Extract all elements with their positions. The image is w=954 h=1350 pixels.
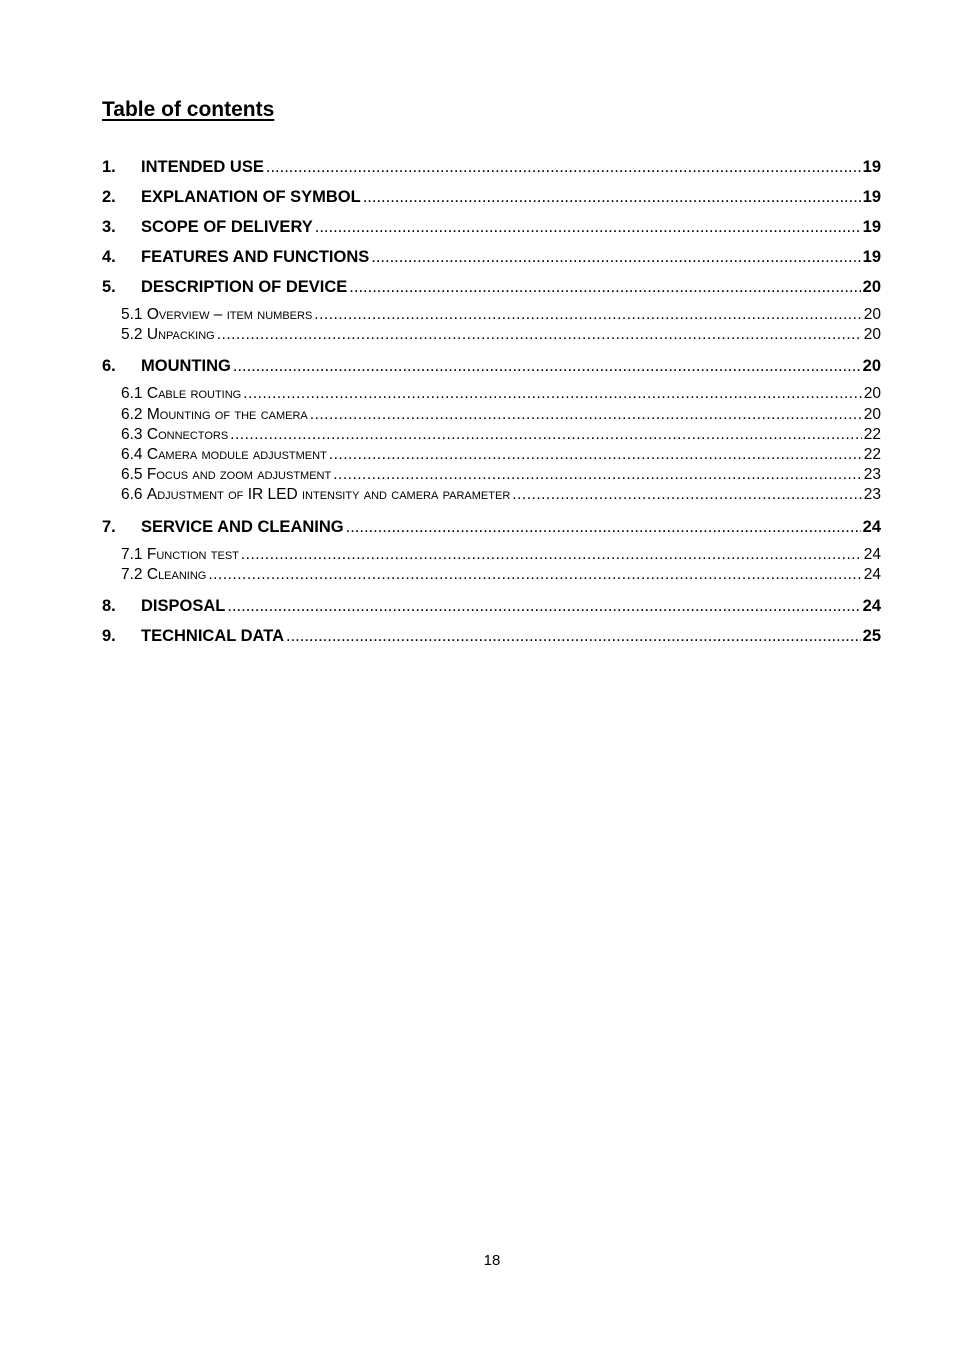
toc-entry-page: 22 [863,445,881,463]
toc-entry-page: 20 [862,278,881,296]
dot-leader [349,274,860,300]
toc-entry-number: 1. [102,158,116,176]
toc-entry-number: 9. [102,626,116,645]
dot-leader [329,445,862,465]
dot-leader [333,465,862,485]
toc-entry-page: 20 [863,306,881,323]
toc-entry-label: INTENDED USE [141,158,264,176]
toc-entry-page: 19 [862,188,881,206]
toc-entry-7[interactable] [102,514,881,544]
toc-entry-6[interactable] [102,353,881,383]
toc-entry-6-3[interactable] [102,425,881,445]
dot-leader [512,485,861,505]
dot-leader [346,514,861,540]
toc-entry-6-2[interactable] [102,405,881,425]
dot-leader [315,214,861,240]
toc-entry-number: 2. [102,188,116,206]
page-number: 18 [483,1252,501,1269]
dot-leader [208,565,861,585]
toc-entry-number: 5. [102,278,116,296]
toc-entry-5-2[interactable] [102,325,881,345]
toc-entry-number: 3. [102,218,116,236]
toc-entry-label: EXPLANATION OF SYMBOL [141,188,361,206]
toc-entry-7-2[interactable] [102,565,881,585]
toc-entry-3[interactable] [102,214,881,244]
page-title: Table of contents [102,98,275,121]
toc-entry-1[interactable] [102,154,881,184]
toc-entry-2[interactable] [102,184,881,214]
toc-entry-number: 6.1 [121,385,143,403]
toc-entry-5-1[interactable] [102,305,881,325]
toc-entry-number: 6.5 [121,466,143,484]
toc-entry-number: 4. [102,248,116,266]
dot-leader [371,244,860,270]
toc-entry-label: Cable routing [146,385,242,403]
toc-entry-page: 24 [863,565,881,583]
toc-entry-number: 7.1 [121,545,143,563]
toc-entry-6-5[interactable] [102,465,881,485]
toc-entry-number: 7. [102,517,116,536]
toc-entry-label: Connectors [146,425,229,443]
dot-leader [230,425,862,445]
toc-entry-label: Mounting of the camera [146,405,308,423]
toc-entry-label: DISPOSAL [141,596,226,615]
toc-entry-page: 24 [863,545,881,563]
toc-entry-label: Focus and zoom adjustment [146,466,332,484]
toc-entry-label: TECHNICAL DATA [141,626,284,645]
toc-entry-6-4[interactable] [102,445,881,465]
toc-entry-8[interactable] [102,593,881,623]
toc-entry-5[interactable] [102,274,881,304]
toc-entry-number: 6.2 [121,405,143,423]
toc-entry-number: 5.1 [121,306,143,323]
toc-entry-label: Camera module adjustment [146,445,327,463]
dot-leader [314,305,861,325]
toc-entry-page: 22 [863,425,881,443]
toc-entry-6-1[interactable] [102,384,881,404]
dot-leader [241,545,862,565]
toc-entry-7-1[interactable] [102,545,881,565]
toc-entry-page: 20 [862,357,881,376]
dot-leader [217,325,862,345]
dot-leader [227,593,860,619]
toc-entry-4[interactable] [102,244,881,274]
toc-entry-page: 20 [863,405,881,423]
toc-entry-page: 23 [863,486,881,504]
dot-leader [363,184,861,210]
toc-entry-number: 5.2 [121,326,143,344]
toc-entry-label: SERVICE AND CLEANING [141,517,344,536]
dot-leader [243,384,862,404]
toc-entry-label: MOUNTING [141,357,231,376]
toc-entry-label: Cleaning [146,565,207,583]
toc-entry-number: 6. [102,357,116,376]
toc-entry-page: 23 [863,466,881,484]
toc-entry-page: 20 [863,326,881,344]
toc-entry-label: Unpacking [146,326,215,344]
toc-entry-label: Function test [146,545,239,563]
table-of-contents [102,154,881,653]
toc-entry-label: SCOPE OF DELIVERY [141,218,313,236]
dot-leader [266,154,861,180]
toc-entry-page: 24 [862,596,881,615]
toc-entry-page: 20 [863,385,881,403]
toc-entry-label: DESCRIPTION OF DEVICE [141,278,348,296]
toc-entry-page: 25 [862,626,881,645]
toc-entry-label: FEATURES AND FUNCTIONS [141,248,370,266]
toc-entry-6-6[interactable] [102,485,881,505]
toc-entry-page: 19 [862,248,881,266]
dot-leader [310,405,862,425]
toc-entry-number: 6.4 [121,445,143,463]
toc-entry-number: 6.6 [121,486,143,504]
toc-entry-number: 7.2 [121,565,143,583]
toc-entry-page: 24 [862,517,881,536]
toc-entry-9[interactable] [102,623,881,653]
dot-leader [233,353,861,379]
dot-leader [286,623,861,649]
toc-entry-page: 19 [862,218,881,236]
toc-entry-label: Overview – item numbers [146,306,313,323]
toc-entry-number: 6.3 [121,425,143,443]
toc-entry-number: 8. [102,596,116,615]
toc-entry-page: 19 [862,158,881,176]
toc-entry-label: Adjustment of IR LED intensity and camera parameter [146,486,511,504]
